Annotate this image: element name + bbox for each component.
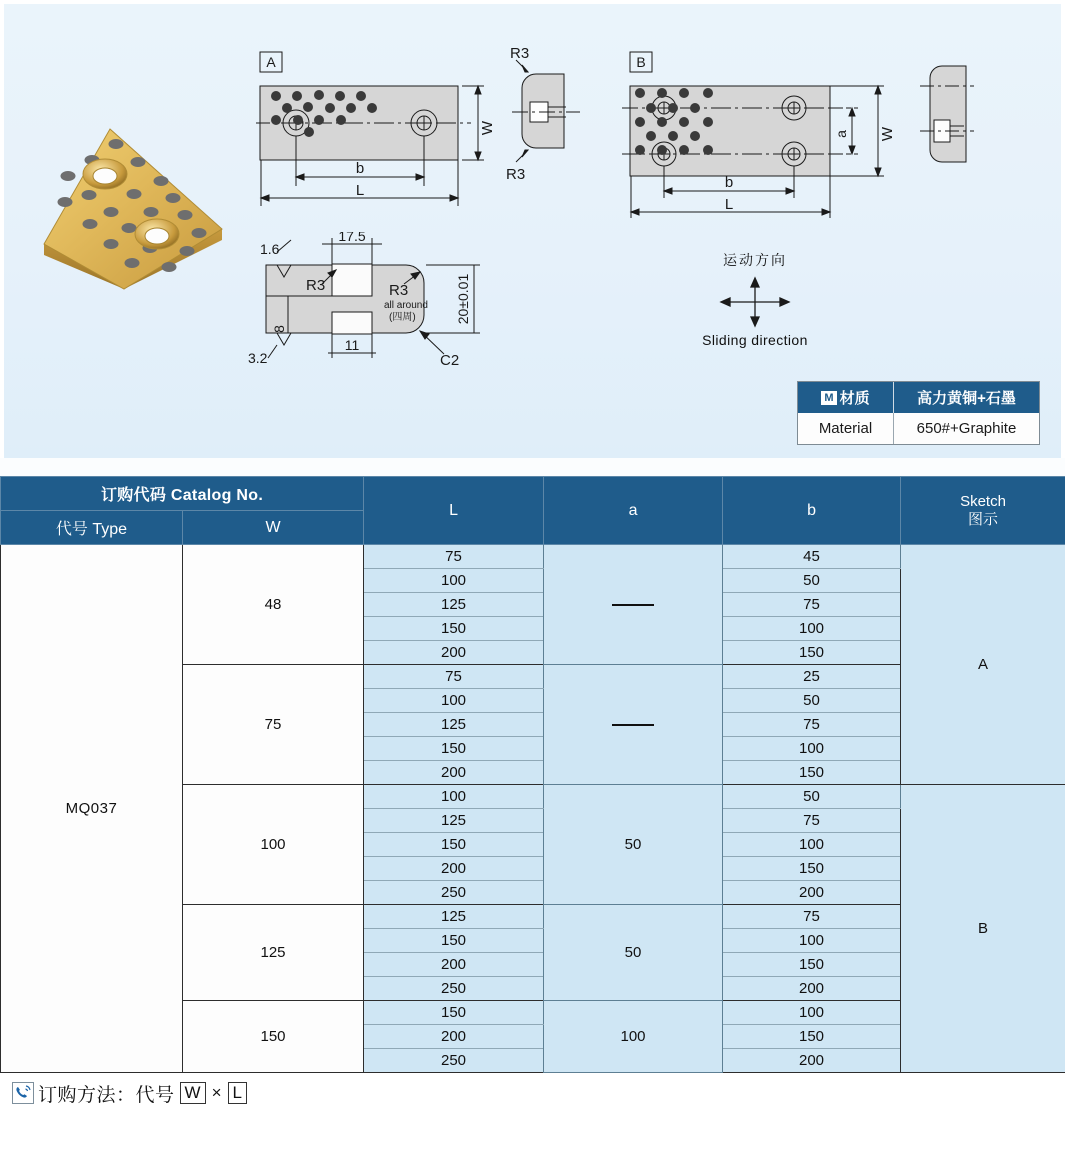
material-spec-box bbox=[797, 381, 1040, 445]
cell-l: 200 bbox=[364, 761, 544, 785]
cell-b: 100 bbox=[723, 833, 901, 857]
svg-text:3.2: 3.2 bbox=[248, 350, 268, 366]
cell-l: 250 bbox=[364, 977, 544, 1001]
order-symbol-w: W bbox=[180, 1082, 206, 1104]
cell-b: 25 bbox=[723, 665, 901, 689]
header-catalog-no: 订购代码 Catalog No. bbox=[1, 477, 364, 511]
svg-text:B: B bbox=[636, 54, 646, 70]
header-w: W bbox=[183, 511, 364, 545]
cell-b: 100 bbox=[723, 617, 901, 641]
cell-b: 150 bbox=[723, 953, 901, 977]
cell-b: 150 bbox=[723, 641, 901, 665]
cell-w: 75 bbox=[183, 665, 364, 785]
material-badge-icon: M bbox=[821, 391, 836, 405]
svg-text:R3: R3 bbox=[389, 282, 409, 299]
material-value-cn: 高力黄铜+石墨 bbox=[917, 390, 1016, 407]
cell-l: 125 bbox=[364, 713, 544, 737]
product-photo-3d bbox=[32, 124, 237, 294]
cell-l: 100 bbox=[364, 569, 544, 593]
table-header-row-1 bbox=[1, 477, 1065, 511]
svg-text:L: L bbox=[724, 196, 734, 213]
cell-l: 150 bbox=[364, 1001, 544, 1025]
cell-b: 100 bbox=[723, 929, 901, 953]
order-symbol-l: L bbox=[228, 1082, 247, 1104]
cell-b: 75 bbox=[723, 713, 901, 737]
cell-b: 200 bbox=[723, 977, 901, 1001]
table-body bbox=[1, 545, 1065, 1073]
cell-b: 150 bbox=[723, 857, 901, 881]
cell-type: MQ037 bbox=[1, 545, 183, 1073]
drawing-view-a-side bbox=[500, 46, 600, 196]
cell-b: 150 bbox=[723, 1025, 901, 1049]
cell-l: 250 bbox=[364, 881, 544, 905]
svg-text:R3: R3 bbox=[506, 166, 526, 183]
material-label-cn: 材质 bbox=[839, 390, 870, 407]
header-sketch bbox=[901, 477, 1065, 545]
cell-l: 125 bbox=[364, 905, 544, 929]
svg-text:b: b bbox=[355, 160, 365, 177]
drawing-view-a bbox=[256, 46, 506, 226]
cell-l: 200 bbox=[364, 1025, 544, 1049]
cell-l: 75 bbox=[364, 545, 544, 569]
cell-b: 200 bbox=[723, 881, 901, 905]
cell-l: 150 bbox=[364, 617, 544, 641]
table-row bbox=[1, 545, 1065, 569]
cell-b: 75 bbox=[723, 809, 901, 833]
cell-b: 50 bbox=[723, 569, 901, 593]
cell-b: 75 bbox=[723, 905, 901, 929]
cell-l: 125 bbox=[364, 809, 544, 833]
cell-a: 50 bbox=[544, 785, 723, 905]
cell-l: 150 bbox=[364, 737, 544, 761]
svg-text:all around: all around bbox=[384, 300, 428, 311]
section-divider bbox=[0, 458, 1065, 476]
svg-text:L: L bbox=[355, 182, 365, 199]
svg-text:W: W bbox=[479, 120, 496, 136]
cell-w: 100 bbox=[183, 785, 364, 905]
svg-text:8: 8 bbox=[271, 325, 287, 333]
svg-text:b: b bbox=[724, 174, 734, 191]
cell-b: 75 bbox=[723, 593, 901, 617]
cell-b: 45 bbox=[723, 545, 901, 569]
cell-a: 100 bbox=[544, 1001, 723, 1073]
cell-l: 75 bbox=[364, 665, 544, 689]
four-way-arrow-icon bbox=[715, 274, 795, 330]
cell-l: 200 bbox=[364, 857, 544, 881]
phone-icon bbox=[12, 1082, 34, 1104]
header-b: b bbox=[723, 477, 901, 545]
cell-sketch: A bbox=[901, 545, 1065, 785]
ordering-method-text: 订购方法：代号 bbox=[38, 1084, 175, 1106]
header-l: L bbox=[364, 477, 544, 545]
svg-text:C2: C2 bbox=[440, 352, 460, 367]
svg-text:W: W bbox=[879, 126, 896, 142]
header-sketch-cn: 图示 bbox=[968, 510, 999, 528]
drawing-view-b-side bbox=[916, 60, 986, 180]
cell-l: 200 bbox=[364, 953, 544, 977]
specification-table bbox=[0, 476, 1065, 1073]
cell-sketch: B bbox=[901, 785, 1065, 1073]
cell-l: 125 bbox=[364, 593, 544, 617]
svg-text:A: A bbox=[266, 54, 276, 70]
cell-w: 125 bbox=[183, 905, 364, 1001]
cell-a: 50 bbox=[544, 905, 723, 1001]
svg-text:1.6: 1.6 bbox=[260, 241, 280, 257]
cell-b: 100 bbox=[723, 737, 901, 761]
cell-w: 48 bbox=[183, 545, 364, 665]
cell-b: 50 bbox=[723, 785, 901, 809]
cell-a bbox=[544, 665, 723, 785]
drawing-section-detail bbox=[244, 232, 514, 367]
material-label-cn-cell bbox=[798, 382, 894, 413]
order-symbol-times: × bbox=[211, 1083, 222, 1102]
drawing-area bbox=[0, 0, 1065, 458]
cell-l: 200 bbox=[364, 641, 544, 665]
cell-b: 50 bbox=[723, 689, 901, 713]
cell-w: 150 bbox=[183, 1001, 364, 1073]
svg-text:(四周): (四周) bbox=[389, 312, 416, 323]
material-value-en: 650#+Graphite bbox=[916, 420, 1017, 437]
svg-text:R3: R3 bbox=[306, 277, 326, 294]
drawing-view-b bbox=[622, 46, 902, 226]
ordering-method-note bbox=[12, 1078, 248, 1108]
cell-l: 100 bbox=[364, 785, 544, 809]
svg-text:a: a bbox=[833, 130, 849, 138]
header-sketch-en: Sketch bbox=[960, 493, 1006, 511]
header-a: a bbox=[544, 477, 723, 545]
cell-b: 100 bbox=[723, 1001, 901, 1025]
sliding-direction-cn: 运动方向 bbox=[723, 252, 787, 268]
svg-text:17.5: 17.5 bbox=[338, 232, 366, 244]
material-label-en: Material bbox=[798, 413, 894, 444]
sliding-direction-en: Sliding direction bbox=[702, 332, 808, 348]
svg-text:20±0.01: 20±0.01 bbox=[455, 273, 471, 325]
cell-b: 150 bbox=[723, 761, 901, 785]
header-type: 代号 Type bbox=[1, 511, 183, 545]
cell-b: 200 bbox=[723, 1049, 901, 1073]
cell-a bbox=[544, 545, 723, 665]
cell-l: 250 bbox=[364, 1049, 544, 1073]
sliding-direction-note bbox=[670, 250, 840, 354]
cell-l: 150 bbox=[364, 833, 544, 857]
cell-l: 100 bbox=[364, 689, 544, 713]
svg-text:11: 11 bbox=[344, 337, 360, 353]
cell-l: 150 bbox=[364, 929, 544, 953]
svg-text:R3: R3 bbox=[510, 46, 530, 62]
